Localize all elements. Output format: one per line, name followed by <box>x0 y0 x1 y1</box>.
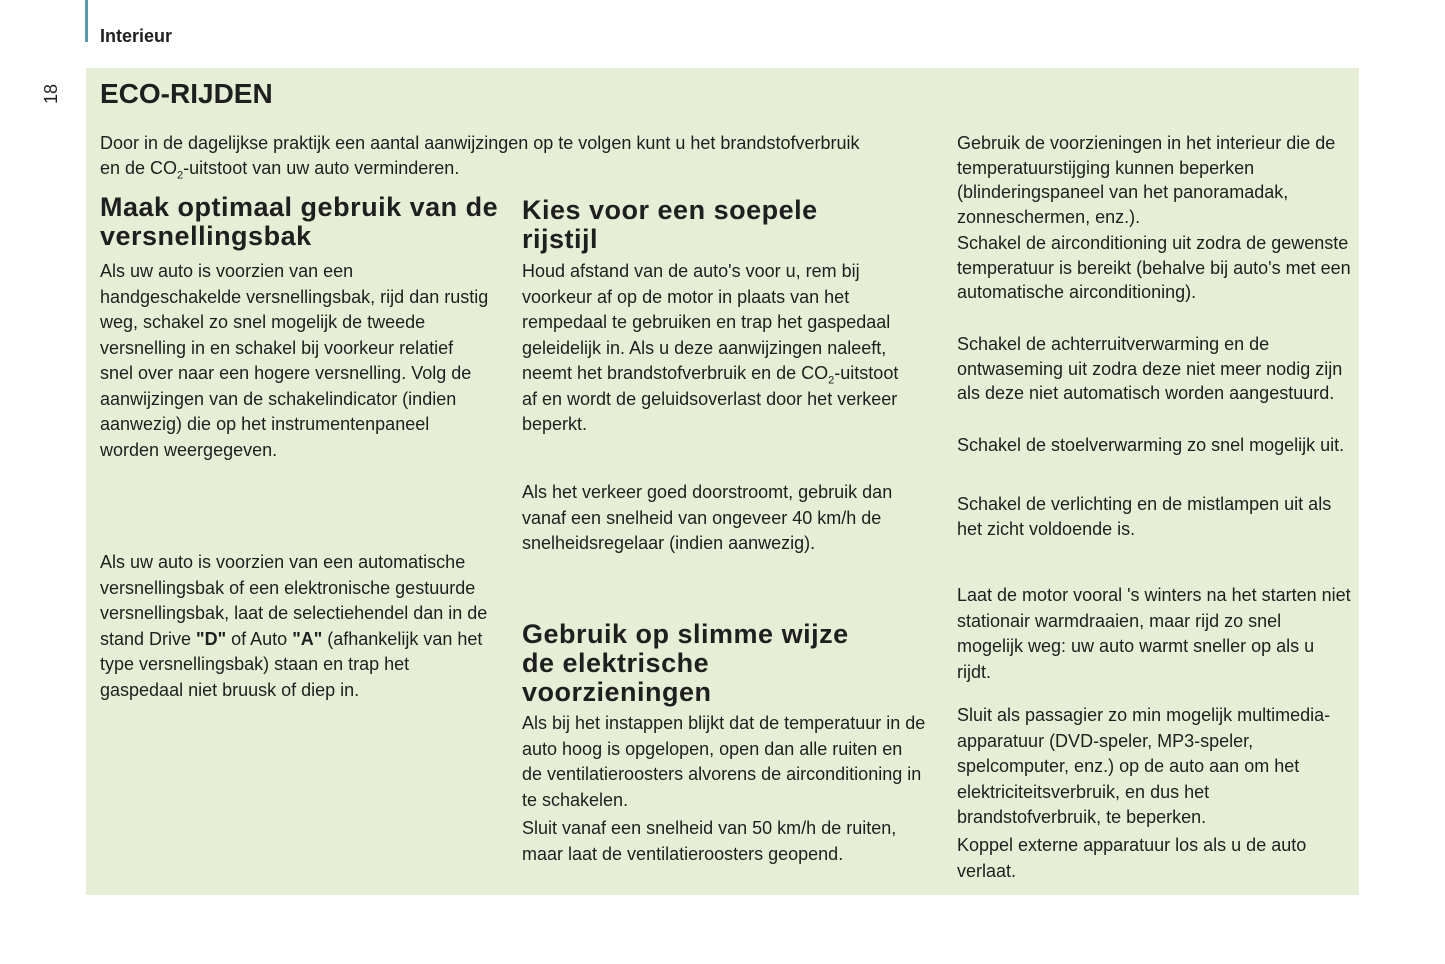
driving-style-paragraph: Houd afstand van de auto's voor u, rem bij voorkeur af op de motor in plaats van het rempedaal te gebruiken en trap het gaspedaal geleidelijk in. Als u deze aanwijzingen naleeft, neemt het brandstofverbruik en de $CO_2$-uitstoot af en wordt de geluidsoverlast door het verkeer beperkt. <box>522 261 899 434</box>
page-number: 18 <box>41 83 61 104</box>
header-accent-bar <box>85 0 88 42</box>
engine-warmup-paragraph: Laat de motor vooral 's winters na het starten niet stationair warmdraaien, maar rijd zo snel mogelijk weg: uw auto warmt sneller op als u rijdt. <box>957 585 1351 682</box>
electrical-heading: Gebruik op slimme wijze de elektrische voorzieningen <box>522 619 849 707</box>
intro-paragraph: Door in de dagelijkse praktijk een aantal aanwijzingen op te volgen kunt u het brandstofverbruik en de $CO_2$-uitstoot van uw auto verminderen. <box>100 133 860 182</box>
gearbox-manual-paragraph: Als uw auto is voorzien van een handgeschakelde versnellingsbak, rijd dan rustig weg, schakel zo snel mogelijk de tweede versnelling in en schakel bij voorkeur relatief snel over naar een hogere versnelling. Volg de aanwijzingen van de schakelindicator (indien aanwezig) die op het instrumentenpaneel worden weergegeven. <box>100 261 489 460</box>
airco-start-paragraph: Als bij het instappen blijkt dat de temperatuur in de auto hoog is opgelopen, open dan alle ruiten en de ventilatieroosters alvorens de airconditioning in te schakelen. <box>522 713 926 810</box>
disconnect-paragraph: Koppel externe apparatuur los als u de auto verlaat. <box>957 835 1307 881</box>
section-label: Interieur <box>100 26 173 46</box>
page-title: ECO-RIJDEN <box>100 78 273 109</box>
rear-heating-paragraph: Schakel de achterruitverwarming en de ontwaseming uit zodra deze niet meer nodig zijn als deze niet automatisch worden aangestuurd. <box>957 334 1343 403</box>
driving-style-heading: Kies voor een soepele rijstijl <box>522 195 818 254</box>
multimedia-paragraph: Sluit als passagier zo min mogelijk multimedia-apparatuur (DVD-speler, MP3-speler, spelcomputer, enz.) op de auto aan om het elektriciteitsverbruik, en dus het brandstofverbruik, te beperken. <box>957 705 1331 827</box>
cruise-control-paragraph: Als het verkeer goed doorstroomt, gebruik dan vanaf een snelheid van ongeveer 40 km/h de snelheidsregelaar (indien aanwezig). <box>522 482 893 553</box>
interior-shading-paragraph: Gebruik de voorzieningen in het interieur die de temperatuurstijging kunnen beperken (blinderingspaneel van het panoramadak, zonneschermen, enz.). <box>957 133 1336 227</box>
windows-paragraph: Sluit vanaf een snelheid van 50 km/h de ruiten, maar laat de ventilatieroosters geopend. <box>522 818 897 864</box>
seat-heating-paragraph: Schakel de stoelverwarming zo snel mogelijk uit. <box>957 435 1345 455</box>
lights-paragraph: Schakel de verlichting en de mistlampen uit als het zicht voldoende is. <box>957 494 1332 539</box>
gearbox-automatic-paragraph: Als uw auto is voorzien van een automatische versnellingsbak of een elektronische gestuurde versnellingsbak, laat de selectiehendel dan in de stand Drive "D" of Auto "A" (afhankelijk van het type versnellingsbak) staan en trap het gaspedaal niet bruusk of diep in. <box>100 552 488 700</box>
gearbox-heading: Maak optimaal gebruik van de versnellingsbak <box>100 192 499 251</box>
airco-off-paragraph: Schakel de airconditioning uit zodra de gewenste temperatuur is bereikt (behalve bij auto's met een automatische airconditioning). <box>957 233 1351 302</box>
